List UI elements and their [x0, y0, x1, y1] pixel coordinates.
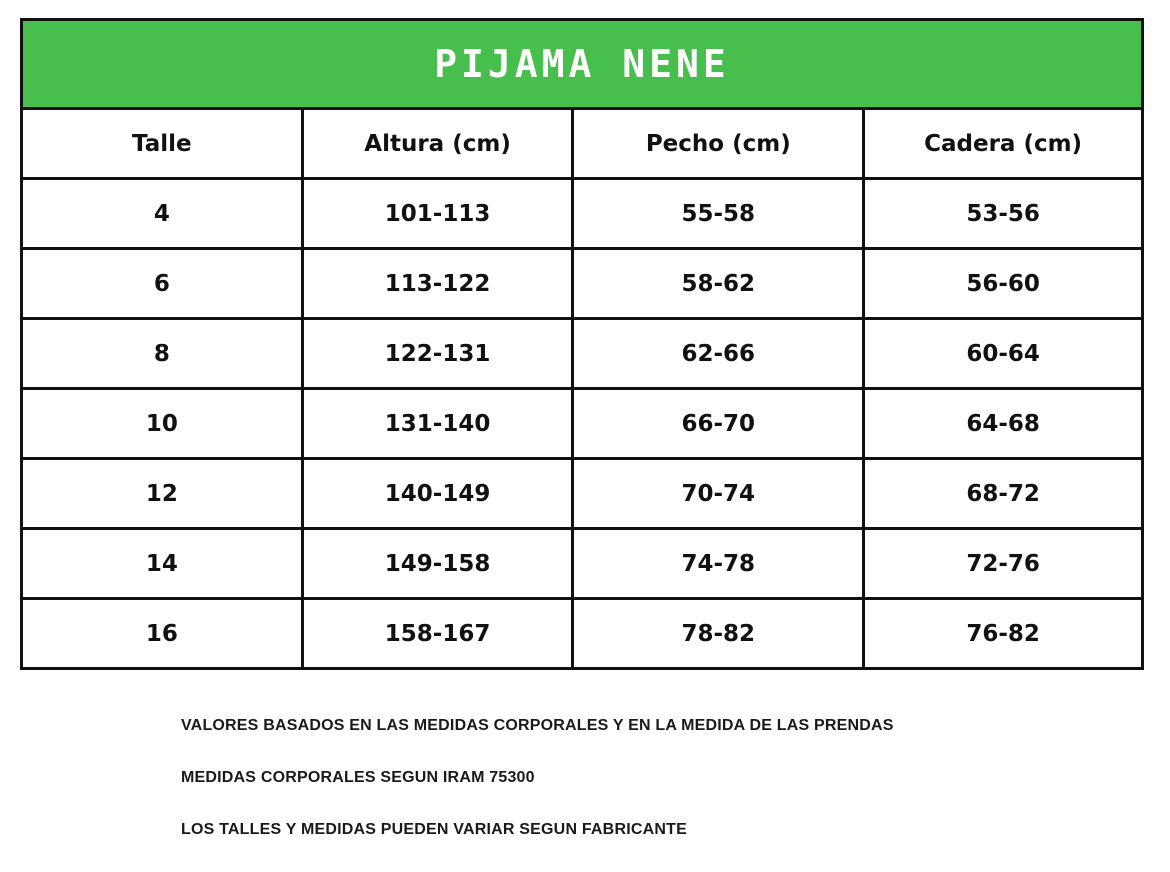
cell-talle: 10 — [22, 389, 303, 459]
cell-cadera: 68-72 — [864, 459, 1143, 529]
cell-altura: 131-140 — [302, 389, 573, 459]
header-cadera: Cadera (cm) — [864, 109, 1143, 179]
table-row — [22, 389, 1143, 459]
cell-altura: 101-113 — [302, 179, 573, 249]
cell-altura: 122-131 — [302, 319, 573, 389]
footnote: LOS TALLES Y MEDIDAS PUEDEN VARIAR SEGUN FABRICANTE — [181, 821, 687, 838]
table-row — [22, 599, 1143, 669]
cell-altura: 158-167 — [302, 599, 573, 669]
cell-pecho: 55-58 — [573, 179, 864, 249]
table-row — [22, 179, 1143, 249]
cell-pecho: 78-82 — [573, 599, 864, 669]
header-row — [22, 109, 1143, 179]
header-altura: Altura (cm) — [302, 109, 573, 179]
cell-talle: 6 — [22, 249, 303, 319]
cell-cadera: 72-76 — [864, 529, 1143, 599]
footnote: VALORES BASADOS EN LAS MEDIDAS CORPORALES Y EN LA MEDIDA DE LAS PRENDAS — [181, 717, 894, 734]
footnote: MEDIDAS CORPORALES SEGUN IRAM 75300 — [181, 769, 535, 786]
cell-talle: 14 — [22, 529, 303, 599]
cell-altura: 140-149 — [302, 459, 573, 529]
footnotes — [181, 716, 894, 872]
cell-cadera: 53-56 — [864, 179, 1143, 249]
table-row — [22, 459, 1143, 529]
cell-pecho: 66-70 — [573, 389, 864, 459]
cell-pecho: 62-66 — [573, 319, 864, 389]
header-talle: Talle — [22, 109, 303, 179]
cell-cadera: 56-60 — [864, 249, 1143, 319]
cell-talle: 12 — [22, 459, 303, 529]
cell-talle: 4 — [22, 179, 303, 249]
title-banner — [22, 20, 1143, 109]
cell-pecho: 74-78 — [573, 529, 864, 599]
cell-altura: 149-158 — [302, 529, 573, 599]
table-row — [22, 319, 1143, 389]
cell-cadera: 76-82 — [864, 599, 1143, 669]
cell-cadera: 64-68 — [864, 389, 1143, 459]
cell-altura: 113-122 — [302, 249, 573, 319]
cell-talle: 16 — [22, 599, 303, 669]
size-chart-table — [20, 18, 1144, 670]
table-title: PIJAMA NENE — [434, 42, 730, 86]
cell-cadera: 60-64 — [864, 319, 1143, 389]
header-pecho: Pecho (cm) — [573, 109, 864, 179]
title-row — [22, 20, 1143, 109]
table-row — [22, 529, 1143, 599]
cell-talle: 8 — [22, 319, 303, 389]
table-row — [22, 249, 1143, 319]
cell-pecho: 58-62 — [573, 249, 864, 319]
cell-pecho: 70-74 — [573, 459, 864, 529]
